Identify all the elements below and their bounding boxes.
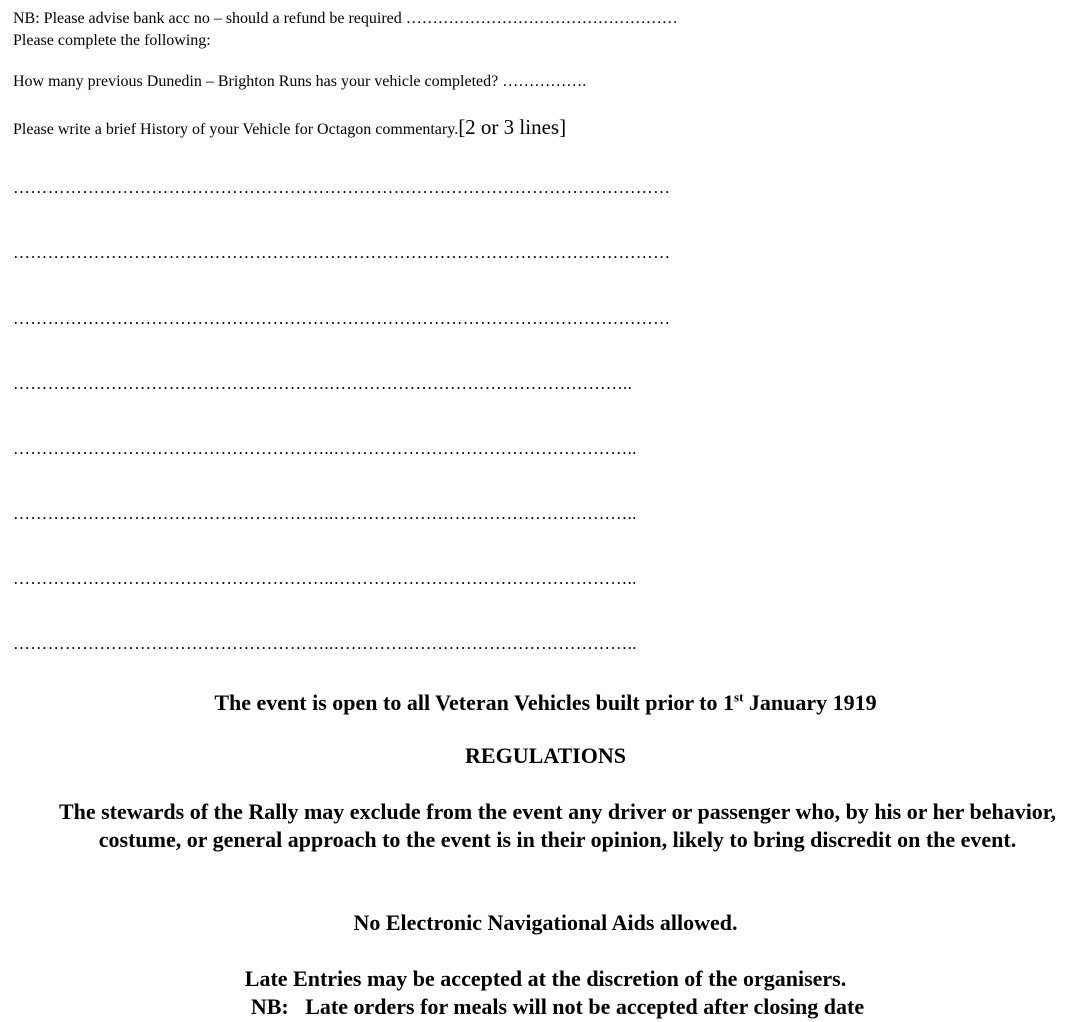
history-answer-line-2: …………………………………………………………………………………………………… <box>13 243 671 262</box>
navigation-aids-rule: No Electronic Navigational Aids allowed. <box>353 910 738 935</box>
regulations-heading: REGULATIONS <box>465 743 626 768</box>
eligibility-ordinal: st <box>734 689 744 705</box>
eligibility-suffix: January 1919 <box>743 690 877 715</box>
history-hint: [2 or 3 lines] <box>458 115 567 139</box>
late-entries-rule: Late Entries may be accepted at the discretion of the organisers. <box>244 966 847 991</box>
history-prompt-line <box>13 117 566 140</box>
eligibility-prefix: The event is open to all Veteran Vehicles built prior to 1 <box>214 690 735 715</box>
history-answer-line-5: ………………………………………………..…………………………………………….. <box>13 439 637 458</box>
history-answer-line-7: ………………………………………………..…………………………………………….. <box>13 569 637 588</box>
bank-account-line: NB: Please advise bank acc no – should a refund be required …………………………………………… <box>13 10 678 27</box>
history-answer-line-3: …………………………………………………………………………………………………… <box>13 309 671 328</box>
history-answer-line-1: …………………………………………………………………………………………………… <box>13 178 671 197</box>
stewards-regulation: The stewards of the Rally may exclude from the event any driver or passenger who, by his or her behavior, costume, or general approach to the event is in their opinion, likely to bring discredit on the event. <box>58 799 1057 852</box>
complete-following-line: Please complete the following: <box>13 32 211 49</box>
eligibility-notice <box>0 689 1091 717</box>
history-prompt: Please write a brief History of your Vehicle for Octagon commentary. <box>13 121 459 138</box>
history-answer-line-6: ………………………………………………..…………………………………………….. <box>13 504 637 523</box>
history-answer-line-4: ……………………………………………….…………………………………………….. <box>13 374 633 393</box>
late-meals-rule: NB: Late orders for meals will not be accepted after closing date <box>250 994 865 1019</box>
history-answer-line-8: ………………………………………………..…………………………………………….. <box>13 634 637 653</box>
previous-runs-question: How many previous Dunedin – Brighton Runs has your vehicle completed? ……………. <box>13 73 587 90</box>
